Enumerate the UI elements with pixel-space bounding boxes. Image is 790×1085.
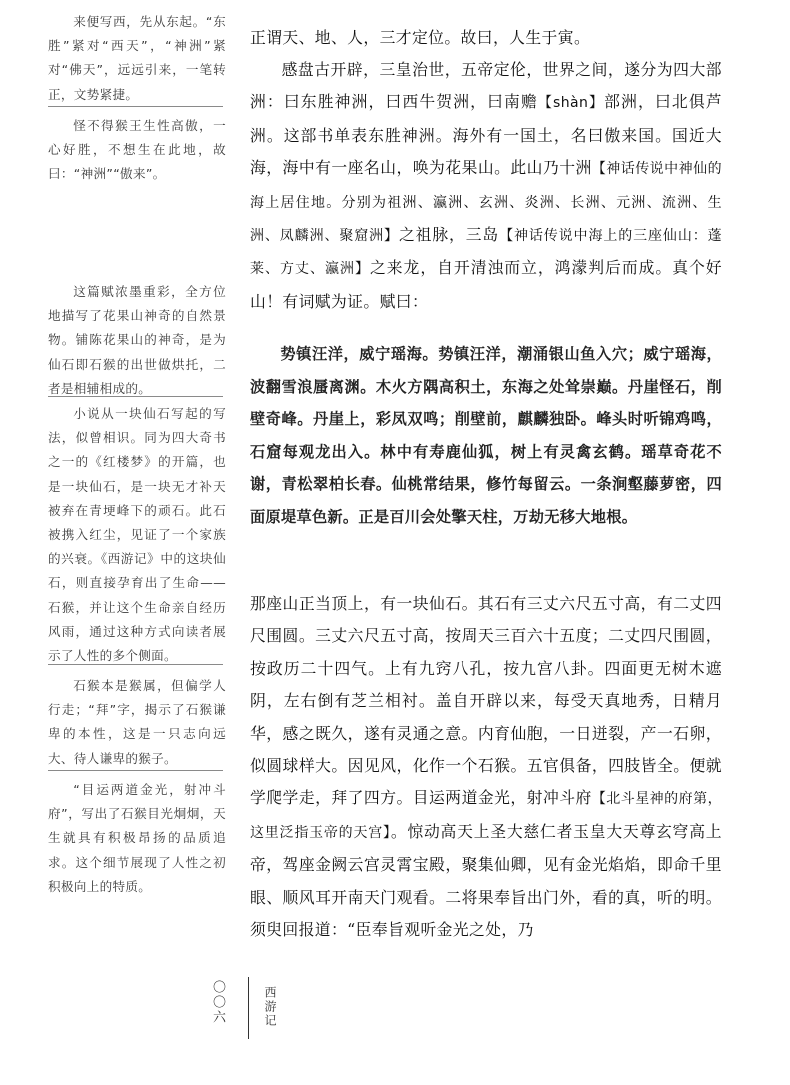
note-divider — [48, 664, 223, 665]
text-run: 之祖脉，三岛 — [398, 225, 500, 245]
text-run: 那座山正当顶上，有一块仙石。其石有三丈六尺五寸高，有二丈四尺围圆。三丈六尺五寸高，按周天三百六十五度；二丈四尺围圆，按政历二十四气。上有九窍八孔，按九宫八卦。四面更无树木遮阴，左右倒有芝兰相衬。盖自开辟以来，每受天真地秀，日精月华，感之既久，遂有灵通之意。内育仙胞，一日迸裂，产一石卵，似圆球样大。因见风，化作一个石猴。五官俱备，四肢皆全。便就学爬学走，拜了四方。目运两道金光，射冲斗府 — [250, 594, 722, 808]
page-number: 〇〇六 — [210, 980, 225, 1025]
paragraph — [250, 54, 722, 318]
gloss-annotation: 【神话传说中神仙的海上居住地。分别为祖洲、瀛洲、玄洲、炎洲、长洲、元洲、流洲、生洲、凤麟洲、聚窟洲】 — [250, 161, 722, 245]
text-run: 感盘古开辟，三皇治世，五帝定伦，世界之间，遂分为四大部洲：曰东胜神洲，曰西牛贺洲，曰南赡 — [250, 60, 722, 112]
note-divider — [48, 106, 223, 107]
note-divider — [48, 396, 223, 397]
margin-note: “目运两道金光，射冲斗府”，写出了石猴目光炯炯，天生就具有积极昂扬的品质追求。这个细节展现了人性之初积极向上的特质。 — [48, 782, 226, 894]
pinyin-annotation: 【shàn】 — [537, 95, 605, 112]
note-divider — [48, 770, 223, 771]
margin-note: 怪不得猴王生性高傲，一心好胜，不想生在此地，故曰：“神洲”“傲来”。 — [48, 118, 226, 182]
margin-note: 小说从一块仙石写起的写法，似曾相识。同为四大奇书之一的《红楼梦》的开篇，也是一块仙石，是一块无才补天被弃在青埂峰下的顽石。此石被携入红尘，见证了一个家族的兴衰。《西游记》中的这块仙石，则直接孕育出了生命——石猴，并让这个生命亲自经历风雨，通过这种方式向读者展示了人性的多个侧面。 — [48, 406, 226, 664]
paragraph: 正谓天、地、人，三才定位。故曰，人生于寅。 — [250, 28, 591, 47]
gloss-annotation: 【神话传说中海上的三座仙山：蓬莱、方丈、瀛洲】 — [250, 228, 723, 278]
text-run: 之来龙，自开清浊而立，鸿濛判后而成。真个好山！有词赋为证。赋曰： — [250, 258, 723, 311]
margin-note: 来便写西，先从东起。“东胜”紧对“西天”，“神洲”紧对“佛天”，远远引来，一笔转正，文势紧捷。 — [48, 14, 226, 102]
paragraph — [250, 588, 722, 946]
running-title: 西游记 — [263, 986, 277, 1028]
text-run: 部洲，曰北俱芦洲。这部书单表东胜神洲。海外有一国土，名曰傲来国。国近大海，海中有一座名山，唤为花果山。此山乃十洲 — [250, 92, 722, 178]
margin-note: 石猴本是猴属，但偏学人行走；“拜”字，揭示了石猴谦卑的本性，这是一只志向远大、待人谦卑的猴子。 — [48, 678, 226, 766]
fu-poem: 势镇汪洋，威宁瑶海。势镇汪洋，潮涌银山鱼入穴；威宁瑶海，波翻雪浪蜃离渊。木火方隅高积土，东海之处耸崇巅。丹崖怪石，削壁奇峰。丹崖上，彩凤双鸣；削壁前，麒麟独卧。峰头时听锦鸡鸣，石窟每观龙出入。林中有寿鹿仙狐，树上有灵禽玄鹤。瑶草奇花不谢，青松翠柏长春。仙桃常结果，修竹每留云。一条涧壑藤萝密，四面原堤草色新。正是百川会处擎天柱，万劫无移大地根。 — [250, 345, 722, 526]
text-run: 。惊动高天上圣大慈仁者玉皇大天尊玄穹高上帝，驾座金阙云宫灵霄宝殿，聚集仙卿，见有金光焰焰，即命千里眼、顺风耳开南天门观看。二将果奉旨出门外，看的真，听的明。须臾回报道：“臣奉旨观听金光之处，乃 — [250, 821, 722, 940]
footer-divider — [248, 977, 249, 1039]
margin-note: 这篇赋浓墨重彩，全方位地描写了花果山神奇的自然景物。铺陈花果山的神奇，是为仙石即石猴的出世做烘托，二者是相辅相成的。 — [48, 284, 226, 396]
gloss-annotation: 【北斗星神的府第，这里泛指玉帝的天宫】 — [250, 791, 722, 841]
